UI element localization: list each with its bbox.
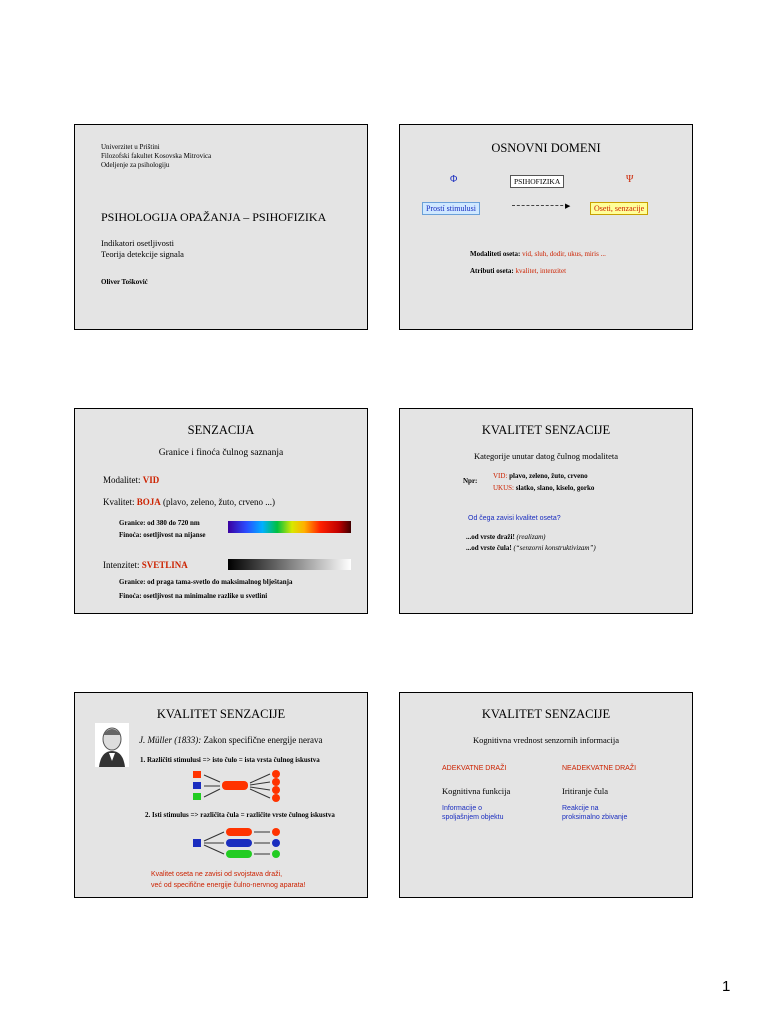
slide-title: OSNOVNI DOMENI [491, 141, 601, 155]
slide-title: KVALITET SENZACIJE [481, 423, 611, 437]
slide-title: KVALITET SENZACIJE [156, 707, 286, 721]
modality-line [103, 475, 159, 485]
experience-dot [272, 794, 280, 802]
arrow [250, 787, 270, 790]
attributes-label: Atributi oseta: [470, 267, 514, 275]
slide-title: KVALITET SENZACIJE [481, 707, 611, 721]
law-line [139, 735, 323, 745]
answer-2-note: (“senzorni konstruktivizam”) [513, 544, 596, 552]
column-2-heading: NEADEKVATNE DRAŽI [562, 765, 637, 772]
attributes-line [470, 267, 566, 275]
slide-title: PSIHOLOGIJA OPAŽANJA – PSIHOFIZIKA [101, 210, 327, 224]
sensation-box: Oseti, senzacije [590, 202, 648, 215]
column-1-note-2: spoljašnjem objektu [442, 814, 504, 821]
column-2-note-2: proksimalno zbivanje [562, 814, 628, 821]
arrow [250, 782, 270, 785]
quality-line [103, 497, 275, 507]
color-spectrum-bar [228, 521, 351, 533]
conclusion-1: Kvalitet oseta ne zavisi od svojstava draži, [151, 871, 283, 878]
slide-5 [74, 692, 368, 898]
arrow [204, 789, 220, 797]
point-1: 1. Različiti stimulusi => isto čulo = ista vrsta čulnog iskustva [140, 756, 320, 764]
quality-rest: (plavo, zeleno, žuto, crveno ...) [163, 497, 275, 507]
stimulus-blue [193, 839, 201, 847]
arrow-connector [512, 205, 568, 206]
slide-2 [399, 124, 693, 330]
modalities-line [470, 250, 606, 258]
stimulus-blue [193, 782, 201, 789]
arrow [204, 832, 224, 841]
column-1-heading: ADEKVATNE DRAŽI [442, 765, 507, 772]
acuity-line-2: Finoća: osetljivost na minimalne razlike u svetlini [119, 592, 268, 600]
modalities-value: vid, sluh, dodir, ukus, miris ... [522, 250, 606, 258]
column-1-text: Kognitivna funkcija [442, 786, 511, 796]
column-2-note-1: Reakcije na [562, 805, 599, 812]
author: Oliver Tošković [101, 278, 148, 286]
ukus-label: UKUS: [493, 484, 515, 492]
experience-dot [272, 850, 280, 858]
modalities-label: Modaliteti oseta: [470, 250, 521, 258]
stimulus-green [193, 793, 201, 800]
institution-line-1: Univerzitet u Prištini [101, 143, 160, 151]
sense-organ-blue [226, 839, 252, 847]
ukus-value: slatko, slano, kiselo, gorko [515, 484, 595, 492]
arrow [204, 775, 220, 782]
sense-organ-green [226, 850, 252, 858]
slide-6 [399, 692, 693, 898]
phi-symbol: Φ [450, 174, 458, 185]
experience-dot [272, 839, 280, 847]
experience-dot [272, 828, 280, 836]
arrow [204, 845, 224, 854]
npr-label: Npr: [463, 477, 478, 485]
slide-3 [74, 408, 368, 614]
answer-1-note: (realizam) [516, 533, 546, 541]
experience-dot [272, 786, 280, 794]
vid-line [493, 472, 588, 480]
intensity-line [103, 560, 188, 570]
institution-line-2: Filozofski fakultet Kosovska Mitrovica [101, 152, 212, 160]
column-1-note-1: Informacije o [442, 805, 483, 812]
answer-1-main: ...od vrste draži! [466, 533, 515, 541]
subtitle: Kognitivna vrednost senzornih informacija [472, 735, 620, 745]
question: Od čega zavisi kvalitet oseta? [468, 515, 561, 522]
point-2: 2. Isti stimulus => različita čula = različite vrste čulnog iskustva [145, 811, 335, 819]
experience-dot [272, 770, 280, 778]
portrait-drawing [95, 723, 129, 767]
subtitle: Kategorije unutar datog čulnog modaliteta [474, 451, 618, 461]
limits-line-2: Granice: od praga tama-svetlo do maksimalnog blještanja [119, 578, 293, 586]
diagram-2 [190, 826, 290, 860]
slide-1 [74, 124, 368, 330]
acuity-line-1: Finoća: osetljivost na nijanse [119, 531, 206, 539]
modality-value: VID [142, 475, 160, 485]
ukus-line [493, 484, 594, 492]
answer-2-main: ...od vrste čula! [466, 544, 512, 552]
column-2-text: Iritiranje čula [562, 786, 609, 796]
attributes-value: kvalitet, intenzitet [515, 267, 567, 275]
psihofizika-box: PSIHOFIZIKA [510, 175, 564, 188]
intensity-value: SVETLINA [141, 560, 188, 570]
subtitle-2: Teorija detekcije signala [101, 249, 184, 259]
sense-organ-red [226, 828, 252, 836]
arrow-head: ▶ [565, 202, 571, 210]
author-ref: J. Müller (1833): [139, 735, 202, 745]
stimulus-box: Prostí stimulusi [422, 202, 480, 215]
psi-symbol: Ψ [626, 174, 634, 185]
law-name: Zakon specifične energije nerava [203, 735, 323, 745]
subtitle-1: Indikatori osetljivosti [101, 238, 174, 248]
quality-label: Kvalitet: [103, 497, 135, 507]
limits-line-1: Granice: od 380 do 720 nm [119, 519, 200, 527]
brightness-gradient-bar [228, 559, 351, 570]
vid-label: VID: [493, 472, 508, 480]
arrow [250, 774, 270, 783]
arrow [250, 789, 270, 798]
page-number: 1 [722, 978, 731, 995]
slide-title: SENZACIJA [187, 423, 255, 437]
conclusion-2: već od specifične energije čulno-nervnog aparata! [151, 882, 306, 889]
intensity-label: Intenzitet: [103, 560, 140, 570]
portrait-image [95, 723, 129, 767]
sense-organ [222, 781, 248, 790]
quality-value: BOJA [136, 497, 161, 507]
answer-2 [466, 544, 596, 552]
experience-dot [272, 778, 280, 786]
stimulus-red [193, 771, 201, 778]
subtitle: Granice i finoća čulnog saznanja [158, 448, 284, 458]
diagram-1 [190, 769, 290, 803]
slide-4 [399, 408, 693, 614]
modality-label: Modalitet: [103, 475, 141, 485]
vid-value: plavo, zeleno, žuto, crveno [509, 472, 588, 480]
answer-1 [466, 533, 545, 541]
institution-line-3: Odeljenje za psihologiju [101, 161, 170, 169]
